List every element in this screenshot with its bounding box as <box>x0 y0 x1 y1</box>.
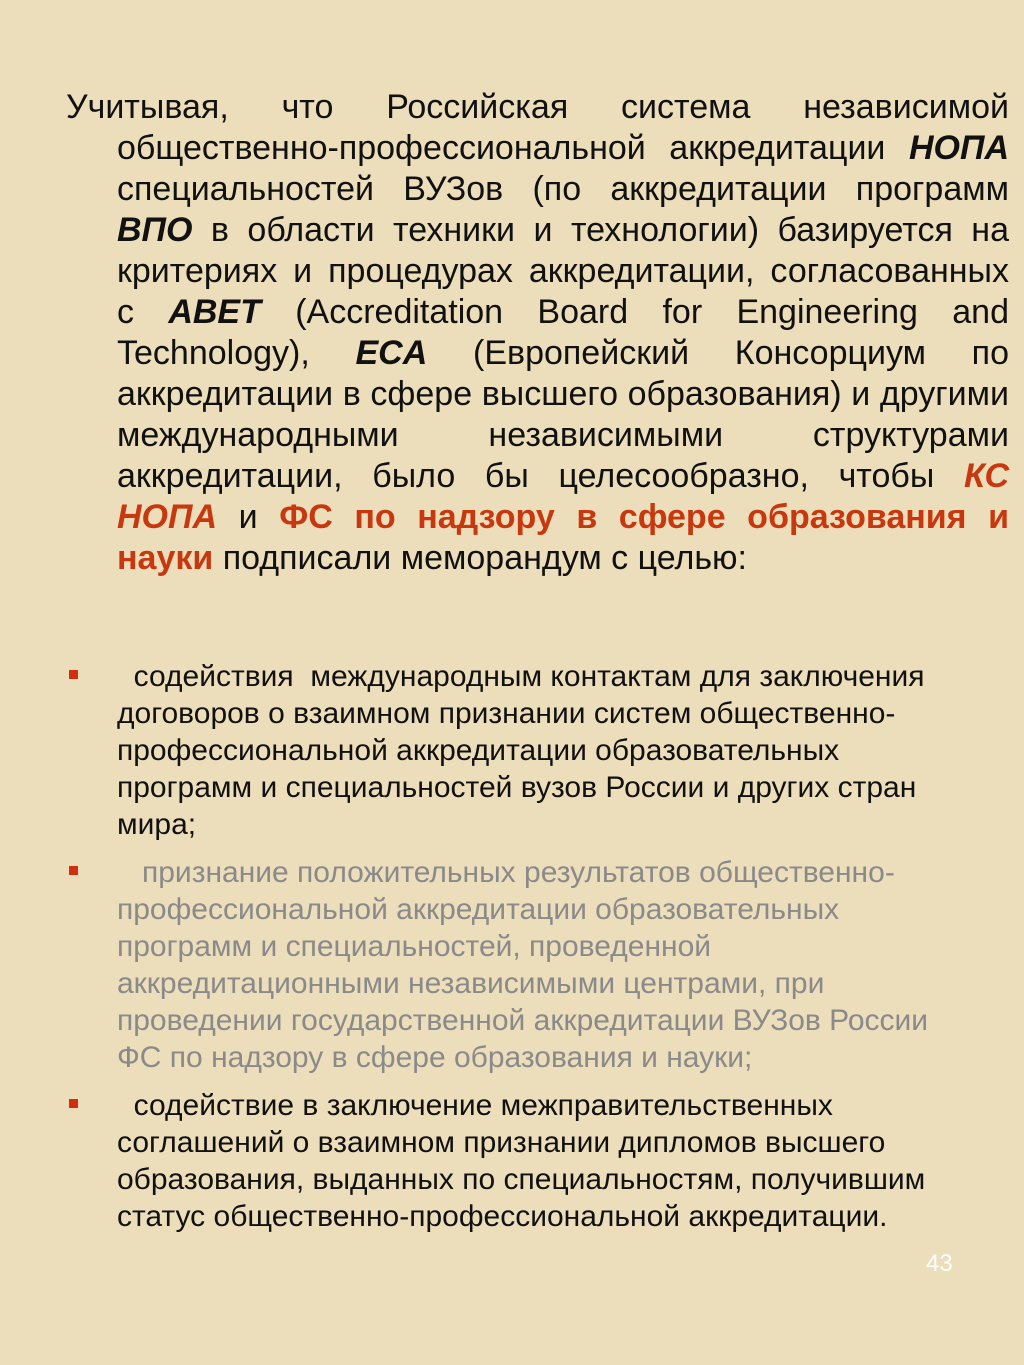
list-item <box>66 1087 958 1235</box>
eca-term: ECA <box>355 334 428 372</box>
vpo-term: ВПО <box>117 211 193 249</box>
bullet-marker <box>69 866 78 875</box>
lead-paragraph <box>66 87 1009 579</box>
abet-term: ABET <box>168 293 261 331</box>
page-number: 43 <box>926 1250 953 1277</box>
lead-text-1: Учитывая, что Российская система независимой общественно-профессиональной аккредитации <box>66 88 1009 167</box>
list-item-text: содействия международным контактам для заключения договоров о взаимном признании систем общественно-профессиональной аккредитации образовательных программ и специальностей вузов России и других стран мира; <box>117 660 925 841</box>
list-item-text: содействие в заключение межправительственных соглашений о взаимном признании дипломов высшего образования, выданных по специальностям, получившим статус общественно-профессиональной аккредитации. <box>117 1089 926 1233</box>
bullet-marker <box>69 670 78 679</box>
lead-text-5: (Европейский Консорциум по аккредитации в сфере высшего образования) и другими международными независимыми структурами аккредитации, было бы целесообразно, чтобы <box>117 334 1009 495</box>
lead-text-6: и <box>217 498 280 536</box>
list-item-text: признание положительных результатов общественно-профессиональной аккредитации образовательных программ и специальностей, проведенной аккредитационными независимыми центрами, при проведении государственной аккредитации ВУЗов России ФС по надзору в сфере образования и науки; <box>117 856 929 1074</box>
fs-term: ФС по надзору в сфере образования и науки <box>117 498 1009 577</box>
lead-text-4: (Accreditation Board for Engineering and Technology), <box>117 293 1009 372</box>
lead-text-3: в области техники и технологии) базируется на критериях и процедурах аккредитации, согласованных с <box>117 211 1009 331</box>
bullet-marker <box>69 1099 78 1108</box>
lead-text-2: специальностей ВУЗов (по аккредитации программ <box>117 170 1009 208</box>
goals-list <box>66 658 958 1235</box>
nopa-term: НОПА <box>908 129 1009 167</box>
lead-text-7: подписали меморандум с целью: <box>213 539 747 577</box>
list-item <box>66 658 958 843</box>
ks-nopa-term: КС НОПА <box>117 457 1009 536</box>
list-item <box>66 854 958 1076</box>
